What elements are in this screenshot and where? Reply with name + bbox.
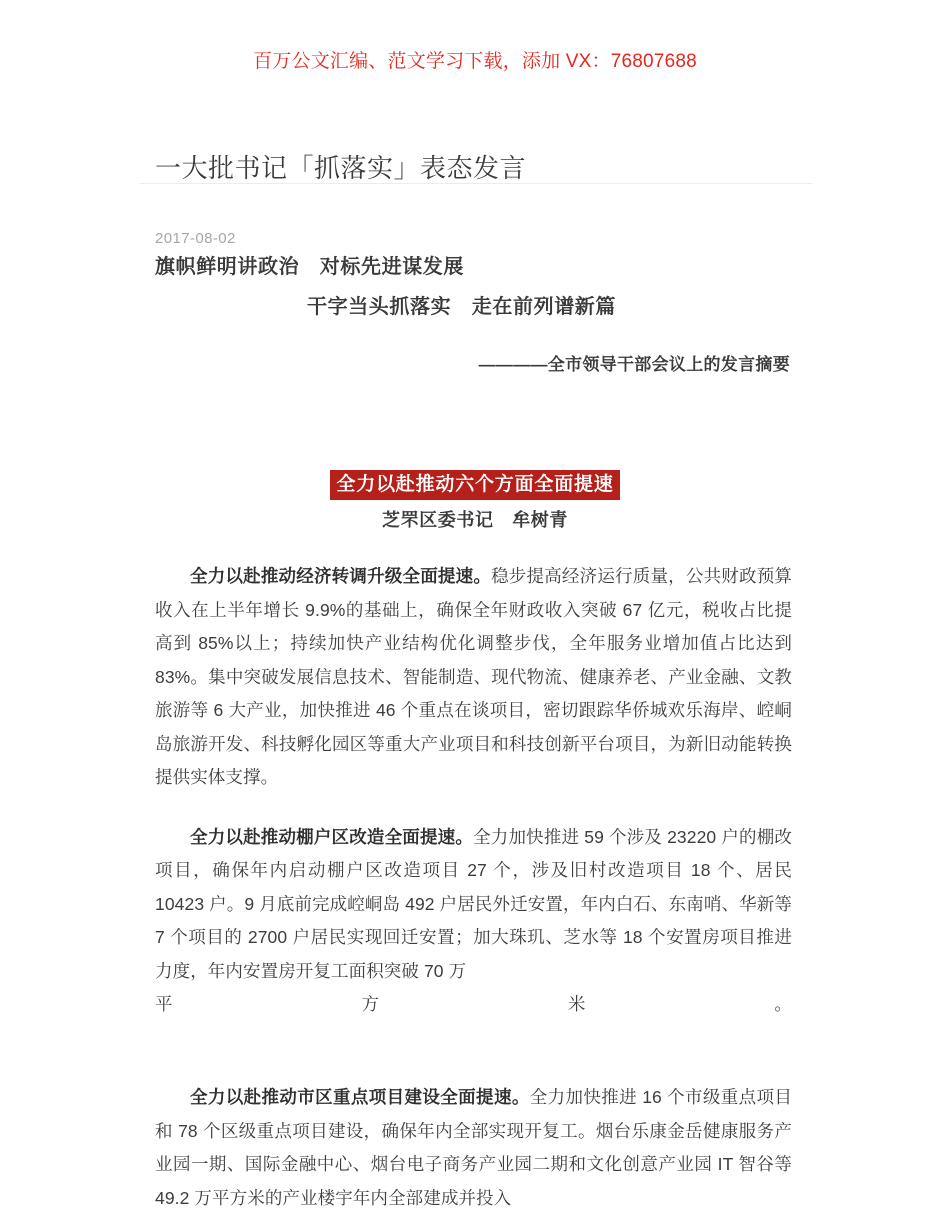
paragraph-1-lead: 全力以赴推动经济转调升级全面提速。 <box>190 566 492 586</box>
section-banner: 全力以赴推动六个方面全面提速 <box>330 470 619 500</box>
article-body <box>155 560 792 1215</box>
paragraph-3-lead: 全力以赴推动市区重点项目建设全面提速。 <box>190 1087 530 1107</box>
subtitle-line-1: 旗帜鲜明讲政治 对标先进谋发展 <box>155 256 464 278</box>
subtitle-line-2: 干字当头抓落实 走在前列谱新篇 <box>307 296 616 318</box>
paragraph-2 <box>155 821 792 1056</box>
section-heading-wrapper <box>0 470 950 500</box>
title-divider <box>140 183 812 184</box>
paragraph-1-body: 稳步提高经济运行质量，公共财政预算收入在上半年增长 9.9%的基础上，确保全年财政收入突破 67 亿元，税收占比提高到 85%以上；持续加快产业结构优化调整步伐，全年服务业增加值占比达到 83%。集中突破发展信息技术、智能制造、现代物流、健康养老、产业金融、文教旅游等 6 大产业，加快推进 46 个重点在谈项目，密切跟踪华侨城欢乐海岸、崆峒岛旅游开发、科技孵化园区等重大产业项目和科技创新平台项目，为新旧动能转换提供实体支撑。 <box>155 566 793 787</box>
article-date: 2017-08-02 <box>155 230 236 247</box>
page-title: 一大批书记「抓落实」表态发言 <box>155 153 527 184</box>
paragraph-3 <box>155 1081 792 1215</box>
paragraph-3-body: 全力加快推进 16 个市级重点项目和 78 个区级重点项目建设，确保年内全部实现开复工。烟台乐康金岳健康服务产业园一期、国际金融中心、烟台电子商务产业园二期和文化创意产业园 IT 智谷等 49.2 万平方米的产业楼宇年内全部建成并投入 <box>155 1087 792 1208</box>
promo-banner-text: 百万公文汇编、范文学习下载，添加 VX：76807688 <box>253 51 697 72</box>
attribution-line: ————全市领导干部会议上的发言摘要 <box>478 355 790 374</box>
paragraph-2-body: 全力加快推进 59 个涉及 23220 户的棚改项目，确保年内启动棚户区改造项目 27 个，涉及旧村改造项目 18 个、居民 10423 户。9 月底前完成崆峒岛 492 户居民外迁安置，年内白石、东南哨、华新等 7 个项目的 2700 户居民实现回迁安置；加大珠玑、芝水等 18 个安置房项目推进力度，年内安置房开复工面积突破 70 万 <box>155 826 792 981</box>
paragraph-2-tail: 平方米。 <box>155 994 792 1014</box>
section-byline: 芝罘区委书记 牟树青 <box>382 510 568 530</box>
paragraph-1 <box>155 560 792 795</box>
paragraph-2-lead: 全力以赴推动棚户区改造全面提速。 <box>190 826 474 847</box>
